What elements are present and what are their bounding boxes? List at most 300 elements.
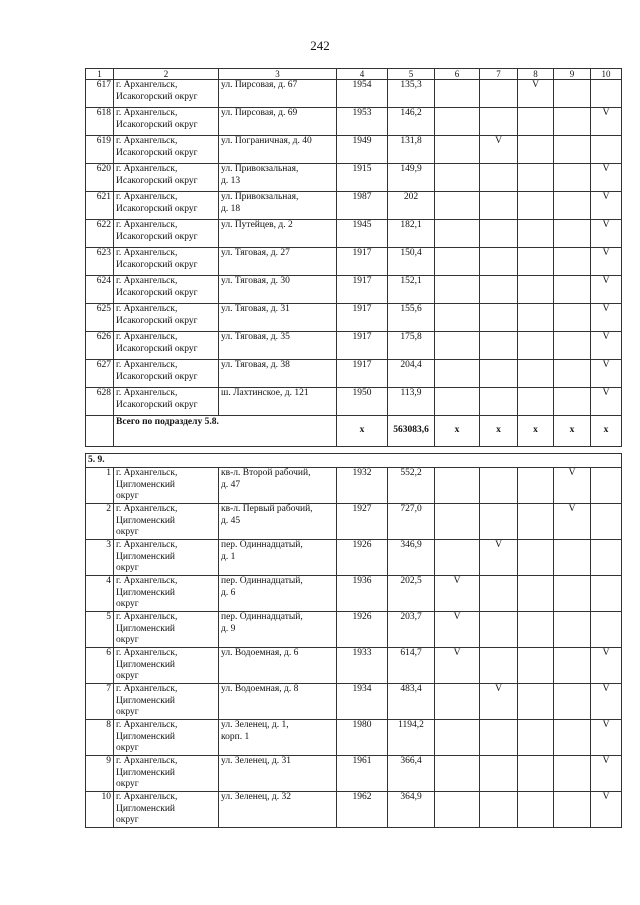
mark-cell (480, 540, 518, 576)
mark-cell (591, 276, 622, 304)
row-number (86, 540, 114, 576)
cell-text: 182,1 (400, 220, 422, 230)
mark-cell (435, 360, 480, 388)
mark-cell (435, 248, 480, 276)
mark-cell (554, 504, 591, 540)
cell-text: 10 (101, 792, 111, 802)
mark-cell (480, 80, 518, 108)
mark-cell (435, 192, 480, 220)
address-cell (219, 540, 337, 576)
address-cell (219, 304, 337, 332)
cell-text: x (359, 425, 365, 436)
table-row (86, 276, 622, 304)
mark-cell (480, 684, 518, 720)
mark-cell (435, 136, 480, 164)
table-row (86, 108, 622, 136)
address-cell (219, 504, 337, 540)
cell-text: 626 (96, 332, 111, 342)
cell-text: Цигломенский (116, 515, 175, 526)
column-number (591, 69, 622, 80)
cell-text: 6 (454, 69, 460, 79)
cell-text: г. Архангельск, (116, 388, 178, 398)
cell-text: 204,4 (400, 360, 422, 370)
address-cell (219, 360, 337, 388)
mark-cell (480, 468, 518, 504)
address-cell (219, 248, 337, 276)
table-row (86, 360, 622, 388)
table-row (86, 388, 622, 416)
mark-cell (435, 164, 480, 192)
cell-text: ул. Тяговая, д. 31 (221, 304, 290, 314)
row-number (86, 612, 114, 648)
cell-text: 6 (106, 648, 111, 658)
table-row (86, 792, 622, 828)
cell-text: ул. Путейцев, д. 2 (221, 220, 293, 230)
table-body (86, 69, 622, 828)
cell-text: пер. Одиннадцатый, (221, 540, 303, 550)
location-cell (114, 388, 219, 416)
row-number (86, 192, 114, 220)
mark-cell (480, 248, 518, 276)
mark-cell (435, 468, 480, 504)
row-number (86, 720, 114, 756)
cell-text: 203,7 (400, 612, 422, 622)
cell-text: округ (116, 671, 139, 681)
column-number (388, 69, 435, 80)
location-cell (114, 720, 219, 756)
location-cell (114, 504, 219, 540)
spacer-cell (86, 447, 622, 454)
cell-text: 3 (275, 69, 280, 79)
year-cell (337, 504, 388, 540)
column-number (219, 69, 337, 80)
area-cell (388, 220, 435, 248)
cell-text: 113,9 (400, 388, 422, 398)
location-cell (114, 192, 219, 220)
mark-cell (435, 612, 480, 648)
mark-cell (554, 304, 591, 332)
mark-cell (518, 248, 554, 276)
cell-text: Исакогорский округ (116, 371, 198, 382)
year-cell (337, 220, 388, 248)
row-number (86, 504, 114, 540)
subtotal-mark (554, 416, 591, 447)
table-row (86, 192, 622, 220)
mark-cell (518, 504, 554, 540)
cell-text: 1953 (352, 108, 372, 118)
area-cell (388, 136, 435, 164)
area-cell (388, 360, 435, 388)
mark-cell (435, 648, 480, 684)
cell-text: 1926 (352, 612, 372, 622)
cell-text: 1917 (352, 248, 372, 258)
cell-text: Исакогорский округ (116, 119, 198, 130)
area-cell (388, 720, 435, 756)
row-number (86, 108, 114, 136)
mark-cell (435, 540, 480, 576)
cell-text: Исакогорский округ (116, 175, 198, 186)
cell-text: V (495, 540, 502, 550)
mark-cell (554, 648, 591, 684)
cell-text: 4 (106, 576, 111, 586)
mark-cell (518, 136, 554, 164)
location-cell (114, 276, 219, 304)
mark-cell (591, 388, 622, 416)
column-number (435, 69, 480, 80)
mark-cell (554, 164, 591, 192)
subtotal-row (86, 416, 622, 447)
cell-text: V (532, 80, 539, 90)
spacer-row (86, 447, 622, 454)
location-cell (114, 756, 219, 792)
mark-cell (480, 504, 518, 540)
cell-text: V (495, 136, 502, 146)
mark-cell (591, 468, 622, 504)
cell-text: 7 (496, 69, 501, 79)
mark-cell (591, 684, 622, 720)
subtotal-label (114, 416, 337, 447)
cell-text: г. Архангельск, (116, 468, 178, 478)
cell-text: 617 (96, 80, 111, 90)
cell-text: кв-л. Второй рабочий, (221, 468, 311, 478)
cell-text: ул. Тяговая, д. 35 (221, 332, 290, 342)
area-cell (388, 248, 435, 276)
cell-text: 7 (106, 684, 111, 694)
mark-cell (591, 192, 622, 220)
cell-text: г. Архангельск, (116, 720, 178, 730)
cell-text: 1936 (352, 576, 372, 586)
mark-cell (554, 248, 591, 276)
cell-text: Цигломенский (116, 695, 175, 706)
cell-text: x (603, 425, 609, 436)
mark-cell (518, 360, 554, 388)
mark-cell (435, 304, 480, 332)
column-number (518, 69, 554, 80)
mark-cell (591, 360, 622, 388)
cell-text: 202 (403, 192, 419, 202)
mark-cell (518, 164, 554, 192)
cell-text: 155,6 (400, 304, 422, 314)
mark-cell (435, 80, 480, 108)
mark-cell (480, 756, 518, 792)
address-cell (219, 612, 337, 648)
subtotal-mark (518, 416, 554, 447)
cell-text: округ (116, 527, 139, 537)
location-cell (114, 136, 219, 164)
address-cell (219, 756, 337, 792)
cell-text: ул. Тяговая, д. 38 (221, 360, 290, 370)
year-cell (337, 164, 388, 192)
location-cell (114, 248, 219, 276)
mark-cell (554, 360, 591, 388)
mark-cell (554, 576, 591, 612)
year-cell (337, 80, 388, 108)
area-cell (388, 792, 435, 828)
mark-cell (480, 576, 518, 612)
cell-text: округ (116, 743, 139, 753)
cell-text: Цигломенский (116, 551, 175, 562)
cell-text: г. Архангельск, (116, 612, 178, 622)
mark-cell (518, 388, 554, 416)
cell-text: Исакогорский округ (116, 203, 198, 214)
cell-text: 619 (96, 136, 111, 146)
subtotal-mark (480, 416, 518, 447)
row-number (86, 648, 114, 684)
cell-text: V (602, 248, 610, 258)
cell-text: г. Архангельск, (116, 792, 178, 802)
cell-text: д. 13 (221, 175, 241, 186)
address-cell (219, 276, 337, 304)
table-row (86, 80, 622, 108)
cell-text: г. Архангельск, (116, 108, 178, 118)
mark-cell (435, 756, 480, 792)
column-number (86, 69, 114, 80)
row-number (86, 136, 114, 164)
cell-text: д. 6 (221, 587, 236, 598)
cell-text: 1926 (352, 540, 372, 550)
location-cell (114, 792, 219, 828)
area-cell (388, 192, 435, 220)
mark-cell (591, 248, 622, 276)
year-cell (337, 540, 388, 576)
location-cell (114, 80, 219, 108)
area-cell (388, 756, 435, 792)
cell-text: 622 (96, 220, 111, 230)
subtotal-year (337, 416, 388, 447)
area-cell (388, 684, 435, 720)
cell-text: 1980 (352, 720, 372, 730)
cell-text: г. Архангельск, (116, 576, 178, 586)
cell-text: 366,4 (400, 756, 422, 766)
cell-text: 364,9 (400, 792, 422, 802)
location-cell (114, 332, 219, 360)
area-cell (388, 304, 435, 332)
mark-cell (518, 612, 554, 648)
cell-text: 1927 (352, 504, 372, 514)
cell-text: 618 (96, 108, 111, 118)
cell-text: V (602, 276, 610, 286)
cell-text: округ (116, 599, 139, 609)
subtotal-mark (591, 416, 622, 447)
cell-text: 202,5 (400, 576, 422, 586)
cell-text: x (454, 425, 460, 436)
cell-text: 620 (96, 164, 111, 174)
section-row (86, 454, 622, 468)
row-number (86, 164, 114, 192)
cell-text: V (453, 648, 461, 658)
row-number (86, 248, 114, 276)
mark-cell (480, 332, 518, 360)
column-number (554, 69, 591, 80)
year-cell (337, 720, 388, 756)
cell-text: 624 (96, 276, 111, 286)
cell-text: 627 (96, 360, 111, 370)
cell-text: 5. 9. (88, 454, 105, 465)
cell-text: Исакогорский округ (116, 399, 198, 410)
mark-cell (591, 136, 622, 164)
cell-text: Исакогорский округ (116, 147, 198, 158)
year-cell (337, 576, 388, 612)
cell-text: V (495, 684, 502, 694)
cell-text: ул. Пирсовая, д. 69 (221, 108, 298, 118)
cell-text: г. Архангельск, (116, 756, 178, 766)
cell-text: 1917 (352, 332, 372, 342)
cell-text: 152,1 (400, 276, 422, 286)
table-row (86, 504, 622, 540)
table-row (86, 248, 622, 276)
table-row (86, 720, 622, 756)
cell-text: 135,3 (400, 80, 422, 90)
cell-text: г. Архангельск, (116, 192, 178, 202)
mark-cell (518, 756, 554, 792)
cell-text: 5 (408, 69, 414, 79)
location-cell (114, 360, 219, 388)
cell-text: V (602, 164, 610, 174)
mark-cell (480, 360, 518, 388)
address-cell (219, 192, 337, 220)
mark-cell (518, 276, 554, 304)
cell-text: Цигломенский (116, 803, 175, 814)
mark-cell (554, 684, 591, 720)
cell-text: г. Архангельск, (116, 332, 178, 342)
cell-text: V (602, 720, 610, 730)
cell-text: ул. Пирсовая, д. 67 (221, 80, 298, 90)
cell-text: 1962 (352, 792, 372, 802)
subtotal-mark (435, 416, 480, 447)
address-cell (219, 108, 337, 136)
mark-cell (518, 80, 554, 108)
address-cell (219, 720, 337, 756)
cell-text: V (602, 332, 610, 342)
cell-text: округ (116, 491, 139, 501)
mark-cell (554, 276, 591, 304)
cell-text: кв-л. Первый рабочий, (221, 504, 313, 514)
cell-text: корп. 1 (221, 731, 250, 742)
cell-text: округ (116, 707, 139, 717)
cell-text: 1934 (352, 684, 372, 694)
mark-cell (591, 220, 622, 248)
cell-text: г. Архангельск, (116, 684, 178, 694)
mark-cell (554, 80, 591, 108)
row-number (86, 576, 114, 612)
cell-text: д. 1 (221, 551, 236, 562)
cell-text: 621 (96, 192, 111, 202)
cell-text: Цигломенский (116, 767, 175, 778)
cell-text: 1950 (352, 388, 372, 398)
cell-text: ул. Привокзальная, (221, 164, 299, 174)
row-number (86, 684, 114, 720)
cell-text: 563083,6 (393, 425, 429, 436)
address-cell (219, 80, 337, 108)
page-number: 242 (310, 38, 330, 53)
cell-text: x (533, 425, 538, 436)
location-cell (114, 220, 219, 248)
column-number (114, 69, 219, 80)
cell-text: округ (116, 779, 139, 789)
year-cell (337, 388, 388, 416)
mark-cell (518, 468, 554, 504)
mark-cell (480, 304, 518, 332)
address-cell (219, 684, 337, 720)
mark-cell (518, 108, 554, 136)
cell-text: пер. Одиннадцатый, (221, 576, 303, 586)
cell-text: Цигломенский (116, 479, 175, 490)
address-cell (219, 388, 337, 416)
mark-cell (554, 468, 591, 504)
cell-text: д. 9 (221, 623, 236, 634)
housing-table (85, 68, 622, 828)
cell-text: 1987 (352, 192, 372, 202)
mark-cell (591, 792, 622, 828)
mark-cell (480, 136, 518, 164)
row-number (86, 388, 114, 416)
address-cell (219, 332, 337, 360)
cell-text: Исакогорский округ (116, 91, 198, 102)
column-number-row (86, 69, 622, 80)
mark-cell (554, 108, 591, 136)
mark-cell (480, 164, 518, 192)
row-number (86, 220, 114, 248)
cell-text: д. 45 (221, 515, 241, 526)
mark-cell (591, 648, 622, 684)
area-cell (388, 80, 435, 108)
cell-text: 1932 (352, 468, 372, 478)
cell-text: ул. Водоемная, д. 6 (221, 648, 299, 658)
row-number (86, 468, 114, 504)
mark-cell (591, 720, 622, 756)
table-row (86, 684, 622, 720)
mark-cell (518, 720, 554, 756)
cell-text: 1194,2 (398, 720, 424, 730)
cell-text: 2 (163, 69, 169, 79)
mark-cell (480, 108, 518, 136)
cell-text: V (602, 108, 610, 118)
mark-cell (435, 720, 480, 756)
mark-cell (518, 792, 554, 828)
cell-text: 628 (96, 388, 111, 398)
empty-cell (86, 416, 114, 447)
cell-text: V (602, 192, 610, 202)
address-cell (219, 164, 337, 192)
cell-text: 1949 (352, 136, 372, 146)
mark-cell (554, 192, 591, 220)
area-cell (388, 540, 435, 576)
cell-text: V (453, 576, 461, 586)
cell-text: 5 (106, 612, 111, 622)
cell-text: г. Архангельск, (116, 164, 178, 174)
mark-cell (480, 192, 518, 220)
mark-cell (480, 612, 518, 648)
cell-text: 1933 (352, 648, 372, 658)
cell-text: ул. Зеленец, д. 1, (221, 720, 289, 730)
mark-cell (435, 220, 480, 248)
mark-cell (591, 80, 622, 108)
cell-text: x (496, 425, 501, 436)
location-cell (114, 108, 219, 136)
cell-text: Цигломенский (116, 659, 175, 670)
area-cell (388, 164, 435, 192)
cell-text: округ (116, 563, 139, 573)
cell-text: округ (116, 815, 139, 825)
mark-cell (518, 192, 554, 220)
row-number (86, 792, 114, 828)
cell-text: 150,4 (400, 248, 422, 258)
cell-text: г. Архангельск, (116, 648, 178, 658)
area-cell (388, 468, 435, 504)
year-cell (337, 136, 388, 164)
cell-text: V (602, 684, 610, 694)
cell-text: ул. Зеленец, д. 31 (221, 756, 291, 766)
